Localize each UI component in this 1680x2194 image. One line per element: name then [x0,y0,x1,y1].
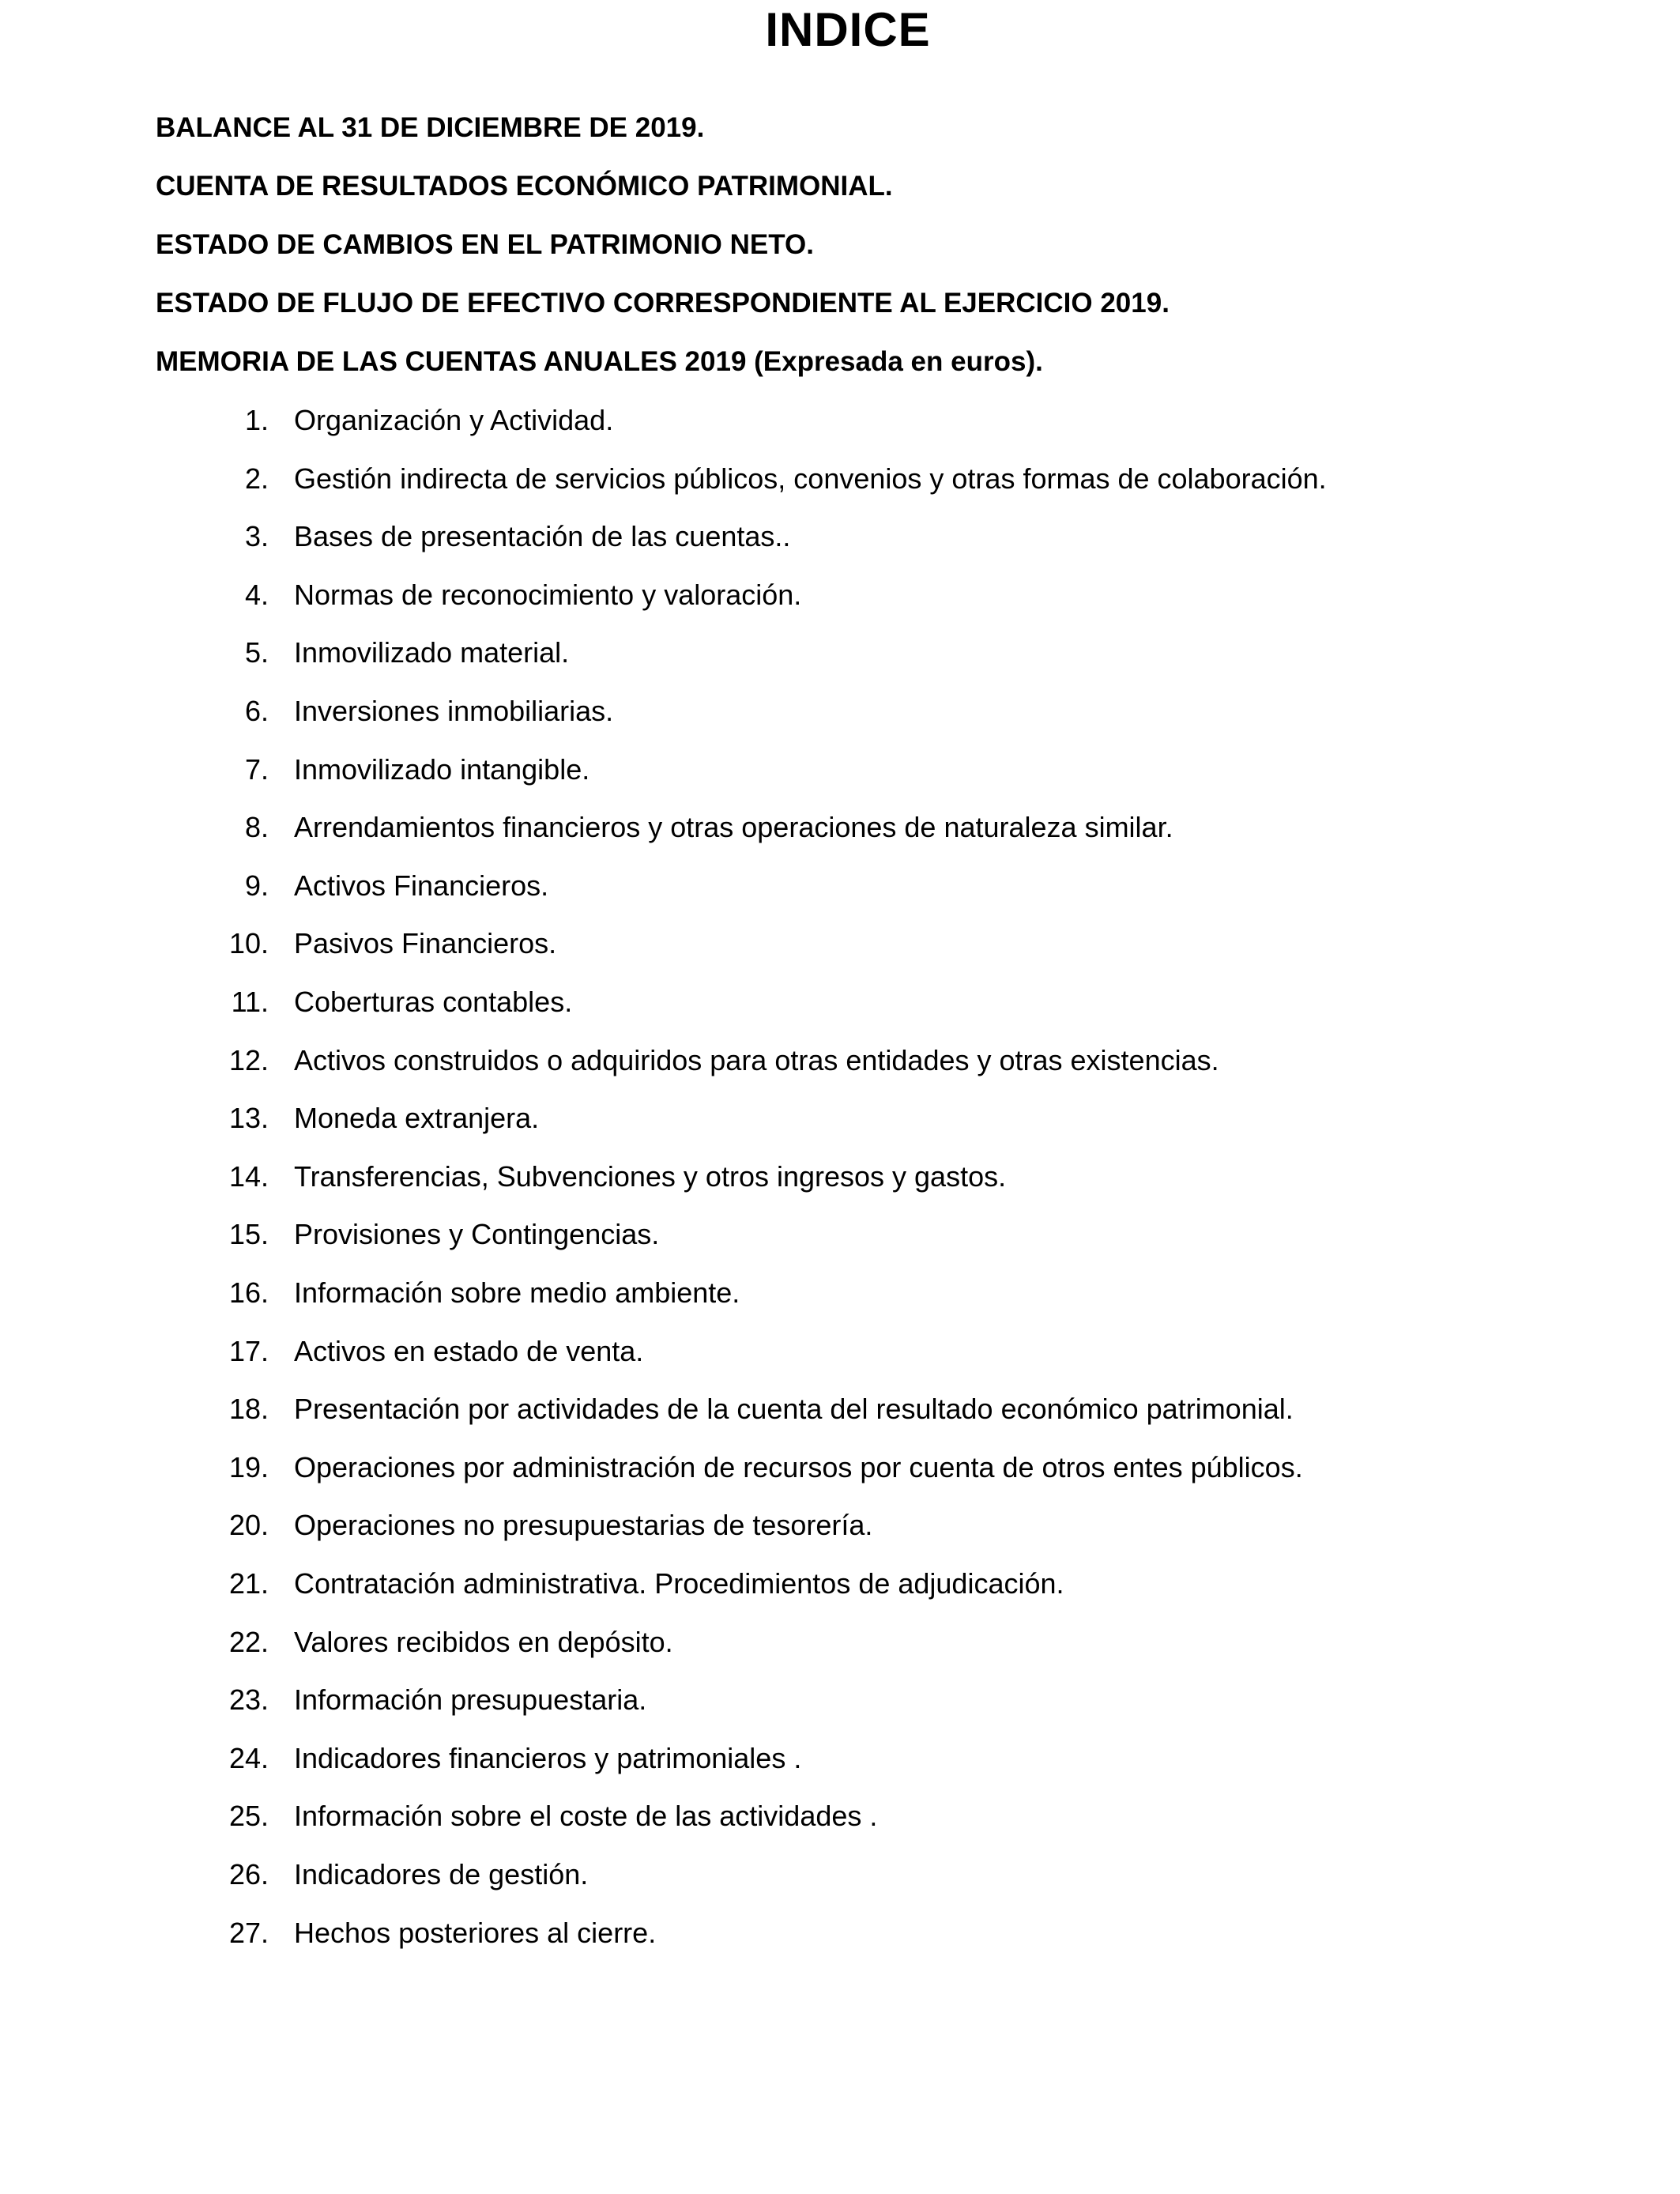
toc-item-number: 25. [228,1800,269,1832]
toc-item-number: 14. [228,1160,269,1193]
section-heading-cambios-patrimonio: ESTADO DE CAMBIOS EN EL PATRIMONIO NETO. [156,229,814,260]
toc-item-text: Activos en estado de venta. [294,1335,644,1367]
toc-item-number: 20. [228,1509,269,1541]
toc-item-number: 21. [228,1567,269,1600]
toc-item-text: Activos Financieros. [294,869,549,902]
toc-item-number: 7. [244,753,269,786]
toc-item-text: Organización y Actividad. [294,404,614,436]
toc-item-number: 6. [244,695,269,727]
toc-item-number: 23. [228,1683,269,1716]
toc-item-number: 1. [244,404,269,436]
toc-item-number: 4. [244,579,269,611]
toc-item-text: Transferencias, Subvenciones y otros ingresos y gastos. [294,1160,1007,1193]
toc-item-text: Pasivos Financieros. [294,927,557,959]
toc-item-text: Información sobre medio ambiente. [294,1276,740,1309]
toc-item-number: 9. [244,869,269,902]
toc-item-text: Contratación administrativa. Procedimientos de adjudicación. [294,1567,1064,1600]
toc-item-text: Información sobre el coste de las actividades . [294,1800,878,1832]
toc-item-number: 17. [228,1335,269,1367]
page-title: INDICE [765,3,931,56]
toc-item-text: Arrendamientos financieros y otras operaciones de naturaleza similar. [294,811,1173,843]
toc-item-number: 16. [228,1276,269,1309]
toc-item-number: 15. [228,1218,269,1250]
toc-item-text: Información presupuestaria. [294,1683,647,1716]
toc-item-number: 18. [228,1393,269,1425]
toc-item-text: Bases de presentación de las cuentas.. [294,520,791,552]
toc-item-text: Provisiones y Contingencias. [294,1218,660,1250]
toc-item-number: 5. [244,636,269,669]
toc-item-number: 11. [231,986,269,1018]
section-heading-cuenta-resultados: CUENTA DE RESULTADOS ECONÓMICO PATRIMONIAL. [156,171,893,202]
toc-item-text: Inmovilizado intangible. [294,753,590,786]
toc-item-text: Gestión indirecta de servicios públicos, convenios y otras formas de colaboración. [294,462,1327,495]
toc-item-number: 26. [228,1858,269,1891]
toc-item-text: Presentación por actividades de la cuenta del resultado económico patrimonial. [294,1393,1294,1425]
toc-item-number: 10. [228,927,269,959]
toc-item-text: Valores recibidos en depósito. [294,1626,673,1658]
toc-item-text: Indicadores financieros y patrimoniales . [294,1742,802,1774]
toc-item-text: Hechos posteriores al cierre. [294,1917,657,1949]
toc-item-number: 27. [228,1917,269,1949]
toc-item-text: Normas de reconocimiento y valoración. [294,579,802,611]
toc-item-text: Operaciones no presupuestarias de tesorería. [294,1509,873,1541]
toc-item-number: 2. [244,462,269,495]
toc-item-number: 12. [228,1044,269,1076]
section-heading-memoria: MEMORIA DE LAS CUENTAS ANUALES 2019 (Expresada en euros). [156,346,1043,377]
toc-item-number: 8. [244,811,269,843]
toc-item-number: 3. [244,520,269,552]
toc-item-text: Indicadores de gestión. [294,1858,589,1891]
toc-item-number: 19. [228,1451,269,1483]
toc-item-text: Operaciones por administración de recursos por cuenta de otros entes públicos. [294,1451,1303,1483]
section-heading-flujo-efectivo: ESTADO DE FLUJO DE EFECTIVO CORRESPONDIENTE AL EJERCICIO 2019. [156,288,1170,319]
toc-item-number: 22. [228,1626,269,1658]
toc-item-text: Moneda extranjera. [294,1102,540,1134]
toc-item-text: Inversiones inmobiliarias. [294,695,614,727]
section-heading-balance: BALANCE AL 31 DE DICIEMBRE DE 2019. [156,112,705,143]
toc-item-text: Coberturas contables. [294,986,573,1018]
toc-item-text: Activos construidos o adquiridos para otras entidades y otras existencias. [294,1044,1219,1076]
toc-item-number: 13. [228,1102,269,1134]
toc-item-text: Inmovilizado material. [294,636,570,669]
toc-item-number: 24. [228,1742,269,1774]
